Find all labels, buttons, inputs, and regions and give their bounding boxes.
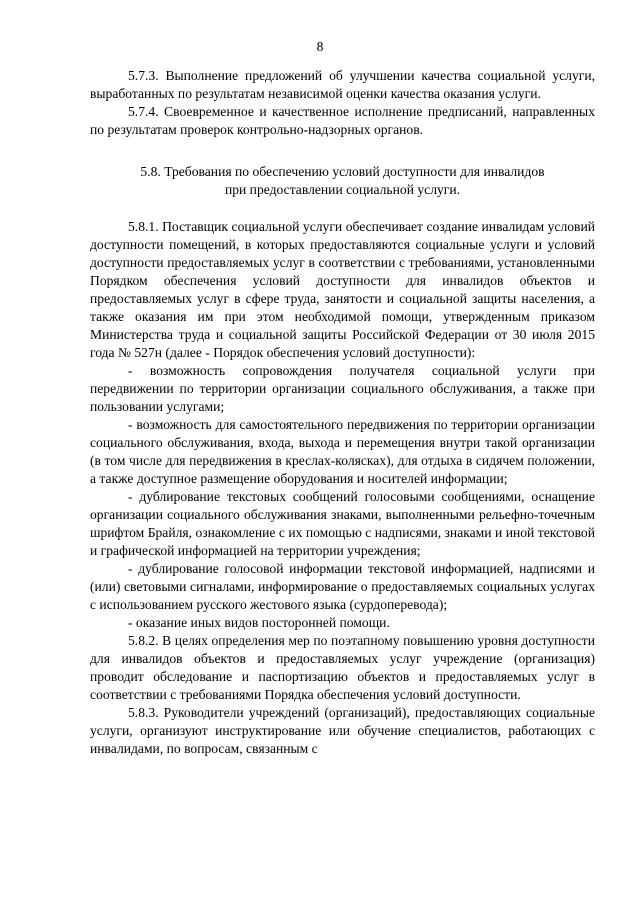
heading-line-1: 5.8. Требования по обеспечению условий доступности для инвалидов: [140, 164, 545, 179]
page-number: 8: [316, 39, 324, 54]
paragraph-5-8-3: 5.8.3. Руководители учреждений (организаций), предоставляющих социальные услуги, организуют инструктирование или обучение специалистов, работающих с инвалидами, по вопросам, связанным с: [90, 705, 595, 756]
heading-line-2: при предоставлении социальной услуги.: [224, 182, 461, 197]
list-item-sign-language: - дублирование голосовой информации текстовой информацией, надписями и (или) световыми сигналами, информирование о предоставляемых социальных услугах с использованием русского жестового языка (сурдоперевода);: [90, 561, 595, 612]
list-item-braille: - дублирование текстовых сообщений голосовыми сообщениями, оснащение организации социального обслуживания знаками, выполненными рельефно-точечным шрифтом Брайля, ознакомление с их помощью с надписями, знаками и иной текстовой и графической информацией на территории учреждения;: [90, 489, 595, 558]
section-heading-5-8: [90, 163, 595, 199]
list-item-other-help: - оказание иных видов посторонней помощи.: [128, 615, 390, 630]
list-item-mobility: - возможность для самостоятельного передвижения по территории организации социального обслуживания, входа, выхода и перемещения внутри такой организации (в том числе для передвижения в креслах-колясках), для отдыха в сидячем положении, а также доступное размещение оборудования и носителей информации;: [90, 417, 595, 486]
paragraph-5-7-4: 5.7.4. Своевременное и качественное исполнение предписаний, направленных по результатам проверок контрольно-надзорных органов.: [90, 104, 595, 137]
list-item-escort: - возможность сопровождения получателя социальной услуги при передвижении по территории организации социального обслуживания, а также при пользовании услугами;: [90, 363, 595, 414]
document-body: [90, 67, 595, 758]
paragraph-5-7-3: 5.7.3. Выполнение предложений об улучшении качества социальной услуги, выработанных по результатам независимой оценки качества оказания услуги.: [90, 68, 595, 101]
paragraph-5-8-2: 5.8.2. В целях определения мер по поэтапному повышению уровня доступности для инвалидов объектов и предоставляемых услуг учреждение (организация) проводит обследование и паспортизацию объектов и предоставляемых услуг в соответствии с требованиями Порядка обеспечения условий доступности.: [90, 633, 595, 702]
paragraph-5-8-1: 5.8.1. Поставщик социальной услуги обеспечивает создание инвалидам условий доступности помещений, в которых предоставляются социальные услуги и условий доступности предоставляемых услуг в соответствии с требованиями, установленными Порядком обеспечения условий доступности для инвалидов объектов и предоставляемых услуг в сфере труда, занятости и социальной защиты населения, а также оказания им при этом необходимой помощи, утвержденным приказом Министерства труда и социальной защиты Российской Федерации от 30 июля 2015 года № 527н (далее - Порядок обеспечения условий доступности):: [90, 219, 595, 360]
